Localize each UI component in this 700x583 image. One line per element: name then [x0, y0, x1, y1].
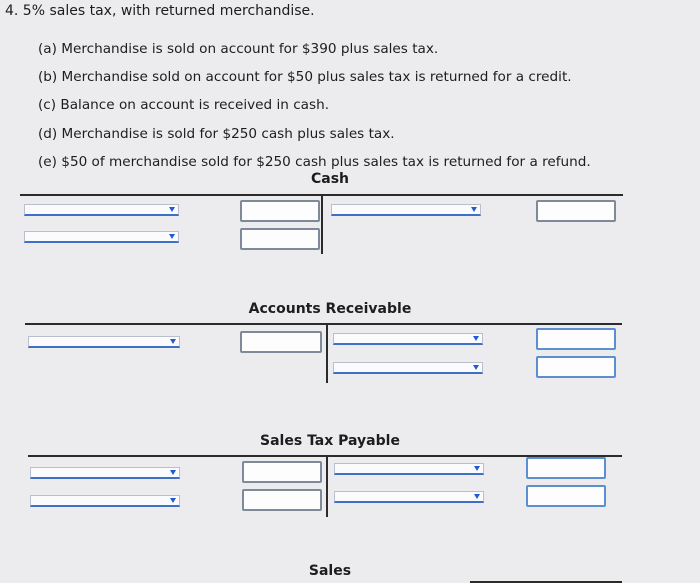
- chevron-down-icon: [169, 207, 175, 212]
- part-e: (e) $50 of merchandise sold for $250 cash plus sales tax is returned for a refund.: [38, 153, 591, 170]
- cash-debit-account-select-2[interactable]: [24, 231, 179, 243]
- stp-debit-amount-input-2[interactable]: [242, 489, 322, 511]
- stp-credit-amount-input-2[interactable]: [526, 485, 606, 507]
- sales-title: Sales: [308, 563, 352, 579]
- part-d: (d) Merchandise is sold for $250 cash plus sales tax.: [38, 125, 395, 142]
- question-parts: [38, 35, 591, 176]
- stp-credit-account-select-1[interactable]: [334, 463, 484, 475]
- stp-credit-account-select-2[interactable]: [334, 491, 484, 503]
- accounts-receivable-t-horizontal: [25, 323, 622, 325]
- chevron-down-icon: [170, 498, 176, 503]
- ar-debit-amount-input-1[interactable]: [240, 331, 322, 353]
- part-b: (b) Merchandise sold on account for $50 plus sales tax is returned for a credit.: [38, 69, 572, 86]
- chevron-down-icon: [473, 365, 479, 370]
- part-a: (a) Merchandise is sold on account for $390 plus sales tax.: [38, 41, 439, 57]
- accounts-receivable-t-vertical: [326, 323, 328, 383]
- cash-title: Cash: [310, 171, 350, 187]
- ar-debit-account-select-1[interactable]: [28, 336, 180, 348]
- chevron-down-icon: [474, 494, 480, 499]
- cash-credit-amount-input-1[interactable]: [536, 200, 616, 222]
- part-c: (c) Balance on account is received in cash.: [38, 97, 330, 114]
- chevron-down-icon: [170, 470, 176, 475]
- cash-t-vertical: [321, 194, 323, 254]
- chevron-down-icon: [170, 339, 176, 344]
- stp-debit-amount-input-1[interactable]: [242, 461, 322, 483]
- chevron-down-icon: [471, 207, 477, 212]
- cash-debit-account-select-1[interactable]: [24, 204, 179, 216]
- question-title: 4. 5% sales tax, with returned merchandise.: [5, 3, 315, 19]
- stp-credit-amount-input-1[interactable]: [526, 457, 606, 479]
- chevron-down-icon: [169, 234, 175, 239]
- ar-credit-amount-input-1[interactable]: [536, 328, 616, 350]
- stp-debit-account-select-1[interactable]: [30, 467, 180, 479]
- cash-debit-amount-input-2[interactable]: [240, 228, 320, 250]
- cash-debit-amount-input-1[interactable]: [240, 200, 320, 222]
- chevron-down-icon: [473, 336, 479, 341]
- ar-credit-amount-input-2[interactable]: [536, 356, 616, 378]
- sales-tax-payable-t-vertical: [326, 455, 328, 517]
- stp-debit-account-select-2[interactable]: [30, 495, 180, 507]
- accounts-receivable-title: Accounts Receivable: [248, 301, 412, 317]
- chevron-down-icon: [474, 466, 480, 471]
- cash-credit-account-select-1[interactable]: [331, 204, 481, 216]
- sales-tax-payable-title: Sales Tax Payable: [260, 433, 400, 449]
- ar-credit-account-select-2[interactable]: [333, 362, 483, 374]
- ar-credit-account-select-1[interactable]: [333, 333, 483, 345]
